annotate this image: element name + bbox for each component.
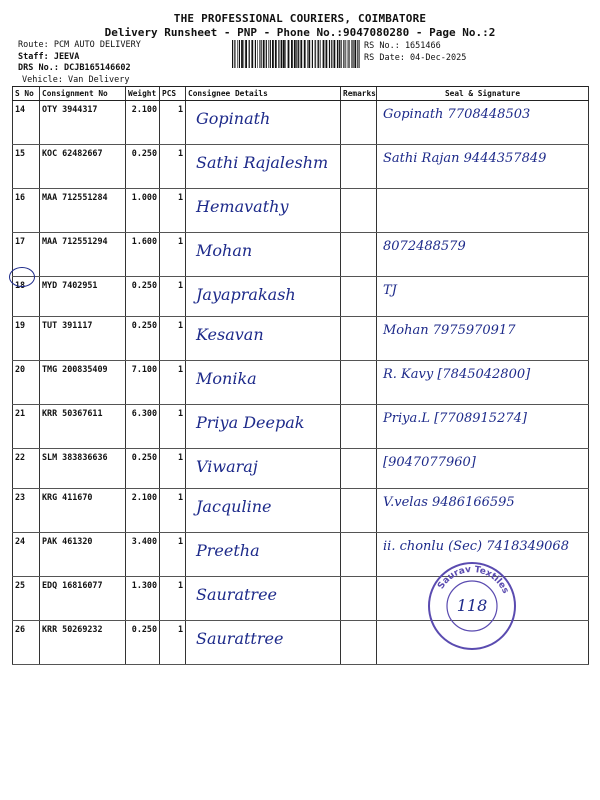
cell-seal (377, 489, 589, 533)
cell-consignment: MAA 712551294 (40, 233, 126, 277)
cell-consignment: KRR 50269232 (40, 621, 126, 665)
cell-remarks (341, 577, 377, 621)
handwritten-signature: V.velas 9486166595 (383, 495, 515, 510)
cell-weight: 1.600 (126, 233, 160, 277)
table-row (13, 189, 589, 233)
cell-consignee (186, 145, 341, 189)
cell-weight: 7.100 (126, 361, 160, 405)
cell-consignment: TMG 200835409 (40, 361, 126, 405)
cell-consignment: KRG 411670 (40, 489, 126, 533)
cell-weight: 2.100 (126, 101, 160, 145)
handwritten-consignee-name: Preetha (196, 541, 260, 560)
runsheet-subtitle: Delivery Runsheet - PNP - Phone No.:9047080280 - Page No.:2 (104, 26, 496, 39)
cell-seal (377, 233, 589, 277)
cell-weight: 0.250 (126, 317, 160, 361)
cell-seal (377, 405, 589, 449)
cell-sno: 17 (13, 233, 40, 277)
cell-seal (377, 449, 589, 489)
handwritten-signature: ii. chonlu (Sec) 7418349068 (383, 539, 569, 554)
cell-seal (377, 361, 589, 405)
cell-pcs: 1 (160, 449, 186, 489)
barcode (232, 40, 360, 68)
cell-remarks (341, 277, 377, 317)
handwritten-consignee-name: Mohan (196, 241, 253, 260)
cell-remarks (341, 533, 377, 577)
cell-weight: 1.300 (126, 577, 160, 621)
cell-remarks (341, 189, 377, 233)
cell-pcs: 1 (160, 145, 186, 189)
cell-consignee (186, 405, 341, 449)
table-row (13, 489, 589, 533)
cell-seal (377, 145, 589, 189)
table-header-row (13, 87, 589, 101)
cell-sno: 24 (13, 533, 40, 577)
cell-consignment: KRR 50367611 (40, 405, 126, 449)
cell-consignment: MYD 7402951 (40, 277, 126, 317)
cell-pcs: 1 (160, 277, 186, 317)
table-row (13, 233, 589, 277)
col-seal: Seal & Signature (377, 87, 589, 101)
cell-seal (377, 317, 589, 361)
handwritten-signature: TJ (383, 283, 397, 298)
cell-consignee (186, 189, 341, 233)
cell-consignee (186, 533, 341, 577)
cell-weight: 6.300 (126, 405, 160, 449)
cell-consignment: PAK 461320 (40, 533, 126, 577)
cell-consignment: SLM 383836636 (40, 449, 126, 489)
col-sno: S No (13, 87, 40, 101)
cell-remarks (341, 145, 377, 189)
cell-weight: 1.000 (126, 189, 160, 233)
cell-sno: 26 (13, 621, 40, 665)
cell-consignee (186, 233, 341, 277)
cell-consignment: MAA 712551284 (40, 189, 126, 233)
handwritten-signature: 8072488579 (383, 239, 466, 254)
company-seal-stamp (426, 560, 518, 652)
cell-remarks (341, 233, 377, 277)
cell-consignment: KOC 62482667 (40, 145, 126, 189)
row-18-circle-mark (9, 267, 35, 287)
cell-sno: 15 (13, 145, 40, 189)
meta-left (18, 40, 141, 86)
rs-number: RS No.: 1651466 (364, 41, 441, 51)
table-row (13, 101, 589, 145)
svg-text:118: 118 (456, 596, 488, 615)
drs-line: DRS No.: DCJB165146602 (18, 63, 131, 73)
cell-seal (377, 189, 589, 233)
cell-sno: 25 (13, 577, 40, 621)
handwritten-consignee-name: Monika (196, 369, 257, 388)
cell-sno: 20 (13, 361, 40, 405)
cell-seal (377, 101, 589, 145)
handwritten-consignee-name: Jayaprakash (196, 285, 296, 304)
cell-remarks (341, 361, 377, 405)
cell-pcs: 1 (160, 189, 186, 233)
handwritten-consignee-name: Viwaraj (196, 457, 258, 476)
table-row (13, 449, 589, 489)
rs-date: RS Date: 04-Dec-2025 (364, 53, 467, 63)
svg-text:Saurav Textiles: Saurav Textiles (436, 564, 511, 596)
cell-consignee (186, 489, 341, 533)
table-row (13, 317, 589, 361)
cell-pcs: 1 (160, 577, 186, 621)
route-line: Route: PCM AUTO DELIVERY (18, 40, 141, 50)
cell-sno: 23 (13, 489, 40, 533)
cell-consignment: OTY 3944317 (40, 101, 126, 145)
cell-remarks (341, 621, 377, 665)
cell-weight: 0.250 (126, 449, 160, 489)
cell-remarks (341, 405, 377, 449)
cell-remarks (341, 449, 377, 489)
table-row (13, 405, 589, 449)
table-row (13, 145, 589, 189)
cell-remarks (341, 317, 377, 361)
cell-weight: 3.400 (126, 533, 160, 577)
handwritten-signature: [9047077960] (383, 455, 476, 470)
handwritten-consignee-name: Sauratree (196, 585, 278, 604)
cell-consignment: TUT 391117 (40, 317, 126, 361)
cell-weight: 0.250 (126, 145, 160, 189)
col-pcs: PCS (160, 87, 186, 101)
handwritten-signature: Priya.L [7708915274] (383, 411, 527, 426)
meta-right (364, 40, 466, 64)
cell-consignee (186, 317, 341, 361)
vehicle-line: Vehicle: Van Delivery (22, 74, 130, 85)
cell-pcs: 1 (160, 233, 186, 277)
cell-pcs: 1 (160, 101, 186, 145)
cell-pcs: 1 (160, 405, 186, 449)
cell-pcs: 1 (160, 361, 186, 405)
handwritten-signature: Gopinath 7708448503 (383, 107, 531, 122)
cell-weight: 0.250 (126, 621, 160, 665)
cell-pcs: 1 (160, 533, 186, 577)
staff-line: Staff: JEEVA (18, 51, 80, 62)
handwritten-consignee-name: Saurattree (196, 629, 284, 648)
cell-pcs: 1 (160, 621, 186, 665)
handwritten-signature: Mohan 7975970917 (383, 323, 516, 338)
cell-sno: 16 (13, 189, 40, 233)
cell-consignment: EDQ 16816077 (40, 577, 126, 621)
handwritten-consignee-name: Gopinath (196, 109, 271, 128)
col-remarks: Remarks (341, 87, 377, 101)
cell-seal (377, 277, 589, 317)
cell-weight: 0.250 (126, 277, 160, 317)
table-row (13, 361, 589, 405)
cell-sno: 14 (13, 101, 40, 145)
handwritten-consignee-name: Jacquline (196, 497, 272, 516)
cell-consignee (186, 449, 341, 489)
cell-consignee (186, 277, 341, 317)
cell-pcs: 1 (160, 317, 186, 361)
handwritten-consignee-name: Hemavathy (196, 197, 289, 216)
table-row (13, 277, 589, 317)
handwritten-signature: R. Kavy [7845042800] (383, 367, 531, 382)
cell-consignee (186, 577, 341, 621)
cell-consignee (186, 361, 341, 405)
cell-consignee (186, 621, 341, 665)
cell-sno: 18 (13, 277, 40, 317)
col-weight: Weight (126, 87, 160, 101)
cell-consignee (186, 101, 341, 145)
cell-sno: 22 (13, 449, 40, 489)
handwritten-signature: Sathi Rajan 9444357849 (383, 151, 547, 166)
handwritten-consignee-name: Sathi Rajaleshm (196, 153, 329, 172)
handwritten-consignee-name: Kesavan (196, 325, 264, 344)
cell-weight: 2.100 (126, 489, 160, 533)
cell-remarks (341, 101, 377, 145)
col-consignee: Consignee Details (186, 87, 341, 101)
handwritten-consignee-name: Priya Deepak (196, 413, 305, 432)
col-consignment: Consignment No (40, 87, 126, 101)
cell-remarks (341, 489, 377, 533)
cell-sno: 21 (13, 405, 40, 449)
cell-pcs: 1 (160, 489, 186, 533)
company-title: THE PROFESSIONAL COURIERS, COIMBATORE (173, 12, 427, 25)
cell-sno: 19 (13, 317, 40, 361)
